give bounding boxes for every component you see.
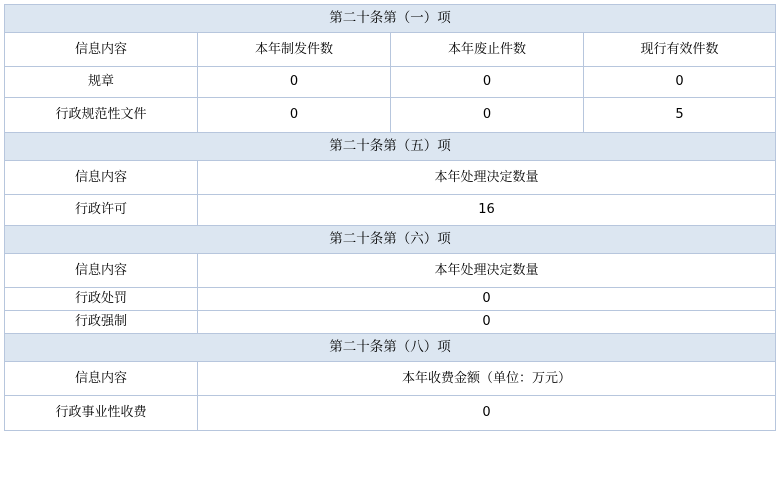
- section-header-row: [5, 226, 776, 254]
- row-value: 16: [198, 195, 776, 226]
- row-value: 0: [198, 311, 776, 334]
- table-row: [5, 67, 776, 98]
- table-row: [5, 98, 776, 133]
- column-header-row: [5, 254, 776, 288]
- column-header-cell: 信息内容: [5, 362, 198, 396]
- table-row: [5, 195, 776, 226]
- row-value: 0: [584, 67, 776, 98]
- row-value: 0: [198, 288, 776, 311]
- column-header-row: [5, 362, 776, 396]
- row-value: 5: [584, 98, 776, 133]
- column-header-cell: 信息内容: [5, 161, 198, 195]
- row-label: 行政强制: [5, 311, 198, 334]
- column-header-cell: 本年收费金额（单位：万元）: [198, 362, 776, 396]
- section-header-row: [5, 5, 776, 33]
- column-header-cell: 信息内容: [5, 254, 198, 288]
- column-header-cell: 本年处理决定数量: [198, 254, 776, 288]
- table-row: [5, 311, 776, 334]
- table-row: [5, 396, 776, 431]
- column-header-cell: 本年制发件数: [198, 33, 391, 67]
- table-row: [5, 288, 776, 311]
- row-label: 行政规范性文件: [5, 98, 198, 133]
- row-value: 0: [198, 396, 776, 431]
- row-label: 行政处罚: [5, 288, 198, 311]
- row-label: 规章: [5, 67, 198, 98]
- column-header-cell: 本年处理决定数量: [198, 161, 776, 195]
- section-header-row: [5, 334, 776, 362]
- row-value: 0: [198, 98, 391, 133]
- row-value: 0: [391, 98, 584, 133]
- column-header-cell: 本年废止件数: [391, 33, 584, 67]
- section-heading: 第二十条第（八）项: [5, 334, 776, 362]
- column-header-row: [5, 161, 776, 195]
- row-value: 0: [391, 67, 584, 98]
- section-heading: 第二十条第（五）项: [5, 133, 776, 161]
- section-heading: 第二十条第（一）项: [5, 5, 776, 33]
- information-disclosure-table: [4, 4, 776, 431]
- row-label: 行政许可: [5, 195, 198, 226]
- row-label: 行政事业性收费: [5, 396, 198, 431]
- column-header-row: [5, 33, 776, 67]
- column-header-cell: 现行有效件数: [584, 33, 776, 67]
- section-heading: 第二十条第（六）项: [5, 226, 776, 254]
- section-header-row: [5, 133, 776, 161]
- row-value: 0: [198, 67, 391, 98]
- column-header-cell: 信息内容: [5, 33, 198, 67]
